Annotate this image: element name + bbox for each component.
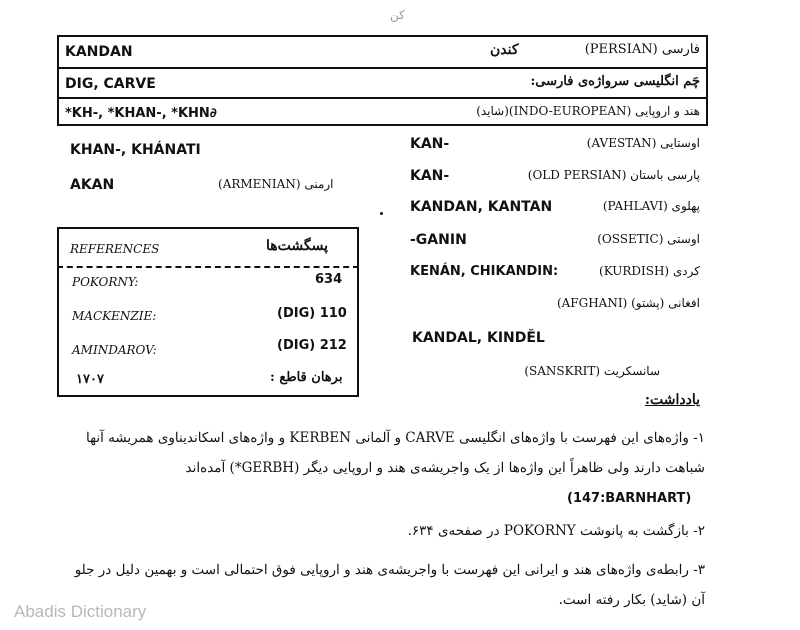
note-line-5: ۳- رابطه‌ی واژه‌های هند و ایرانی این فهرست با واجریشه‌ی هند و اروپایی فوق احتمالی است و بهمین دلیل در جلو (74, 562, 705, 578)
ref-value-mackenzie: (DIG) 110 (277, 306, 347, 321)
note-line-6: آن (شاید) بکار رفته است. (558, 592, 705, 608)
ref-value-pokorny: 634 (315, 272, 343, 287)
ref-value-amindarov: (DIG) 212 (277, 338, 347, 353)
lang-label-sanskrit: سانسکریت (SANSKRIT) (524, 364, 660, 378)
note-line-3: (147:BARNHART) (567, 491, 692, 506)
references-title-fa: پسگشت‌ها (266, 238, 329, 254)
khan-word: KHAN-, KHÁNATI (70, 142, 201, 158)
lang-word-oldpersian: KAN- (410, 168, 450, 184)
lang-word-kurdish: KENÁN, CHIKANDIN: (410, 264, 559, 279)
english-meaning: DIG, CARVE (65, 76, 156, 92)
latin-headword: KANDAN (65, 44, 133, 60)
lang-word-avestan: KAN- (410, 136, 450, 152)
ref-name-pokorny: POKORNY: (72, 275, 139, 289)
page-top-mark: کن (390, 8, 405, 22)
stray-dot (380, 212, 383, 215)
note-line-1: ۱- واژه‌های این فهرست با واژه‌های انگلیسی CARVE و آلمانی KERBEN و واژه‌های اسکاندیناوی همریشه آنها (85, 430, 705, 446)
watermark: Abadis Dictionary (14, 602, 147, 621)
armenian-label: ارمنی (ARMENIAN) (218, 177, 334, 191)
note-line-2: شباهت دارند ولی ظاهراً این واژه‌ها از یک واجریشه‌ی هند و اروپایی دیگر (GERBH*) آمده‌اند (185, 460, 705, 476)
lang-label-ossetic: اوستی (OSSETIC) (597, 232, 700, 246)
armenian-word: AKAN (70, 177, 115, 193)
lang-label-avestan: اوستایی (AVESTAN) (586, 136, 700, 150)
lang-label-pahlavi: پهلوی (PAHLAVI) (602, 199, 700, 213)
lang-label-afghani: افغانی (پشتو) (AFGHANI) (556, 296, 700, 310)
notes-heading: یادداشت: (644, 392, 700, 408)
lang-label-oldpersian: پارسی باستان (OLD PERSIAN) (527, 168, 700, 182)
english-meaning-label: چَم انگلیسی سرواژه‌ی فارسی: (530, 74, 700, 89)
persian-label: فارسی (PERSIAN) (584, 42, 700, 57)
ref-name-borhan: برهان قاطع : (270, 370, 343, 385)
lang-word-pahlavi: KANDAN, KANTAN (410, 199, 553, 215)
note-line-4: ۲- بازگشت به پانوشت POKORNY در صفحه‌ی ۶۳۴. (407, 523, 705, 539)
ref-name-mackenzie: MACKENZIE: (72, 309, 157, 323)
ie-root: *KH-, *KHAN-, *KHN∂ (65, 106, 217, 121)
ref-name-amindarov: AMINDAROV: (72, 343, 157, 357)
persian-headword: کندن (490, 42, 519, 58)
lang-word-kandal: KANDAL, KINDĔL (412, 330, 545, 346)
ie-label: هند و اروپایی (INDO-EUROPEAN)(شاید) (476, 104, 700, 118)
lang-word-ossetic: -GANIN (410, 232, 467, 248)
ref-value-borhan: ۱۷۰۷ (76, 372, 104, 387)
lang-label-kurdish: کردی (KURDISH) (599, 264, 700, 278)
references-title-en: REFERENCES (70, 242, 160, 256)
references-divider (57, 266, 359, 268)
